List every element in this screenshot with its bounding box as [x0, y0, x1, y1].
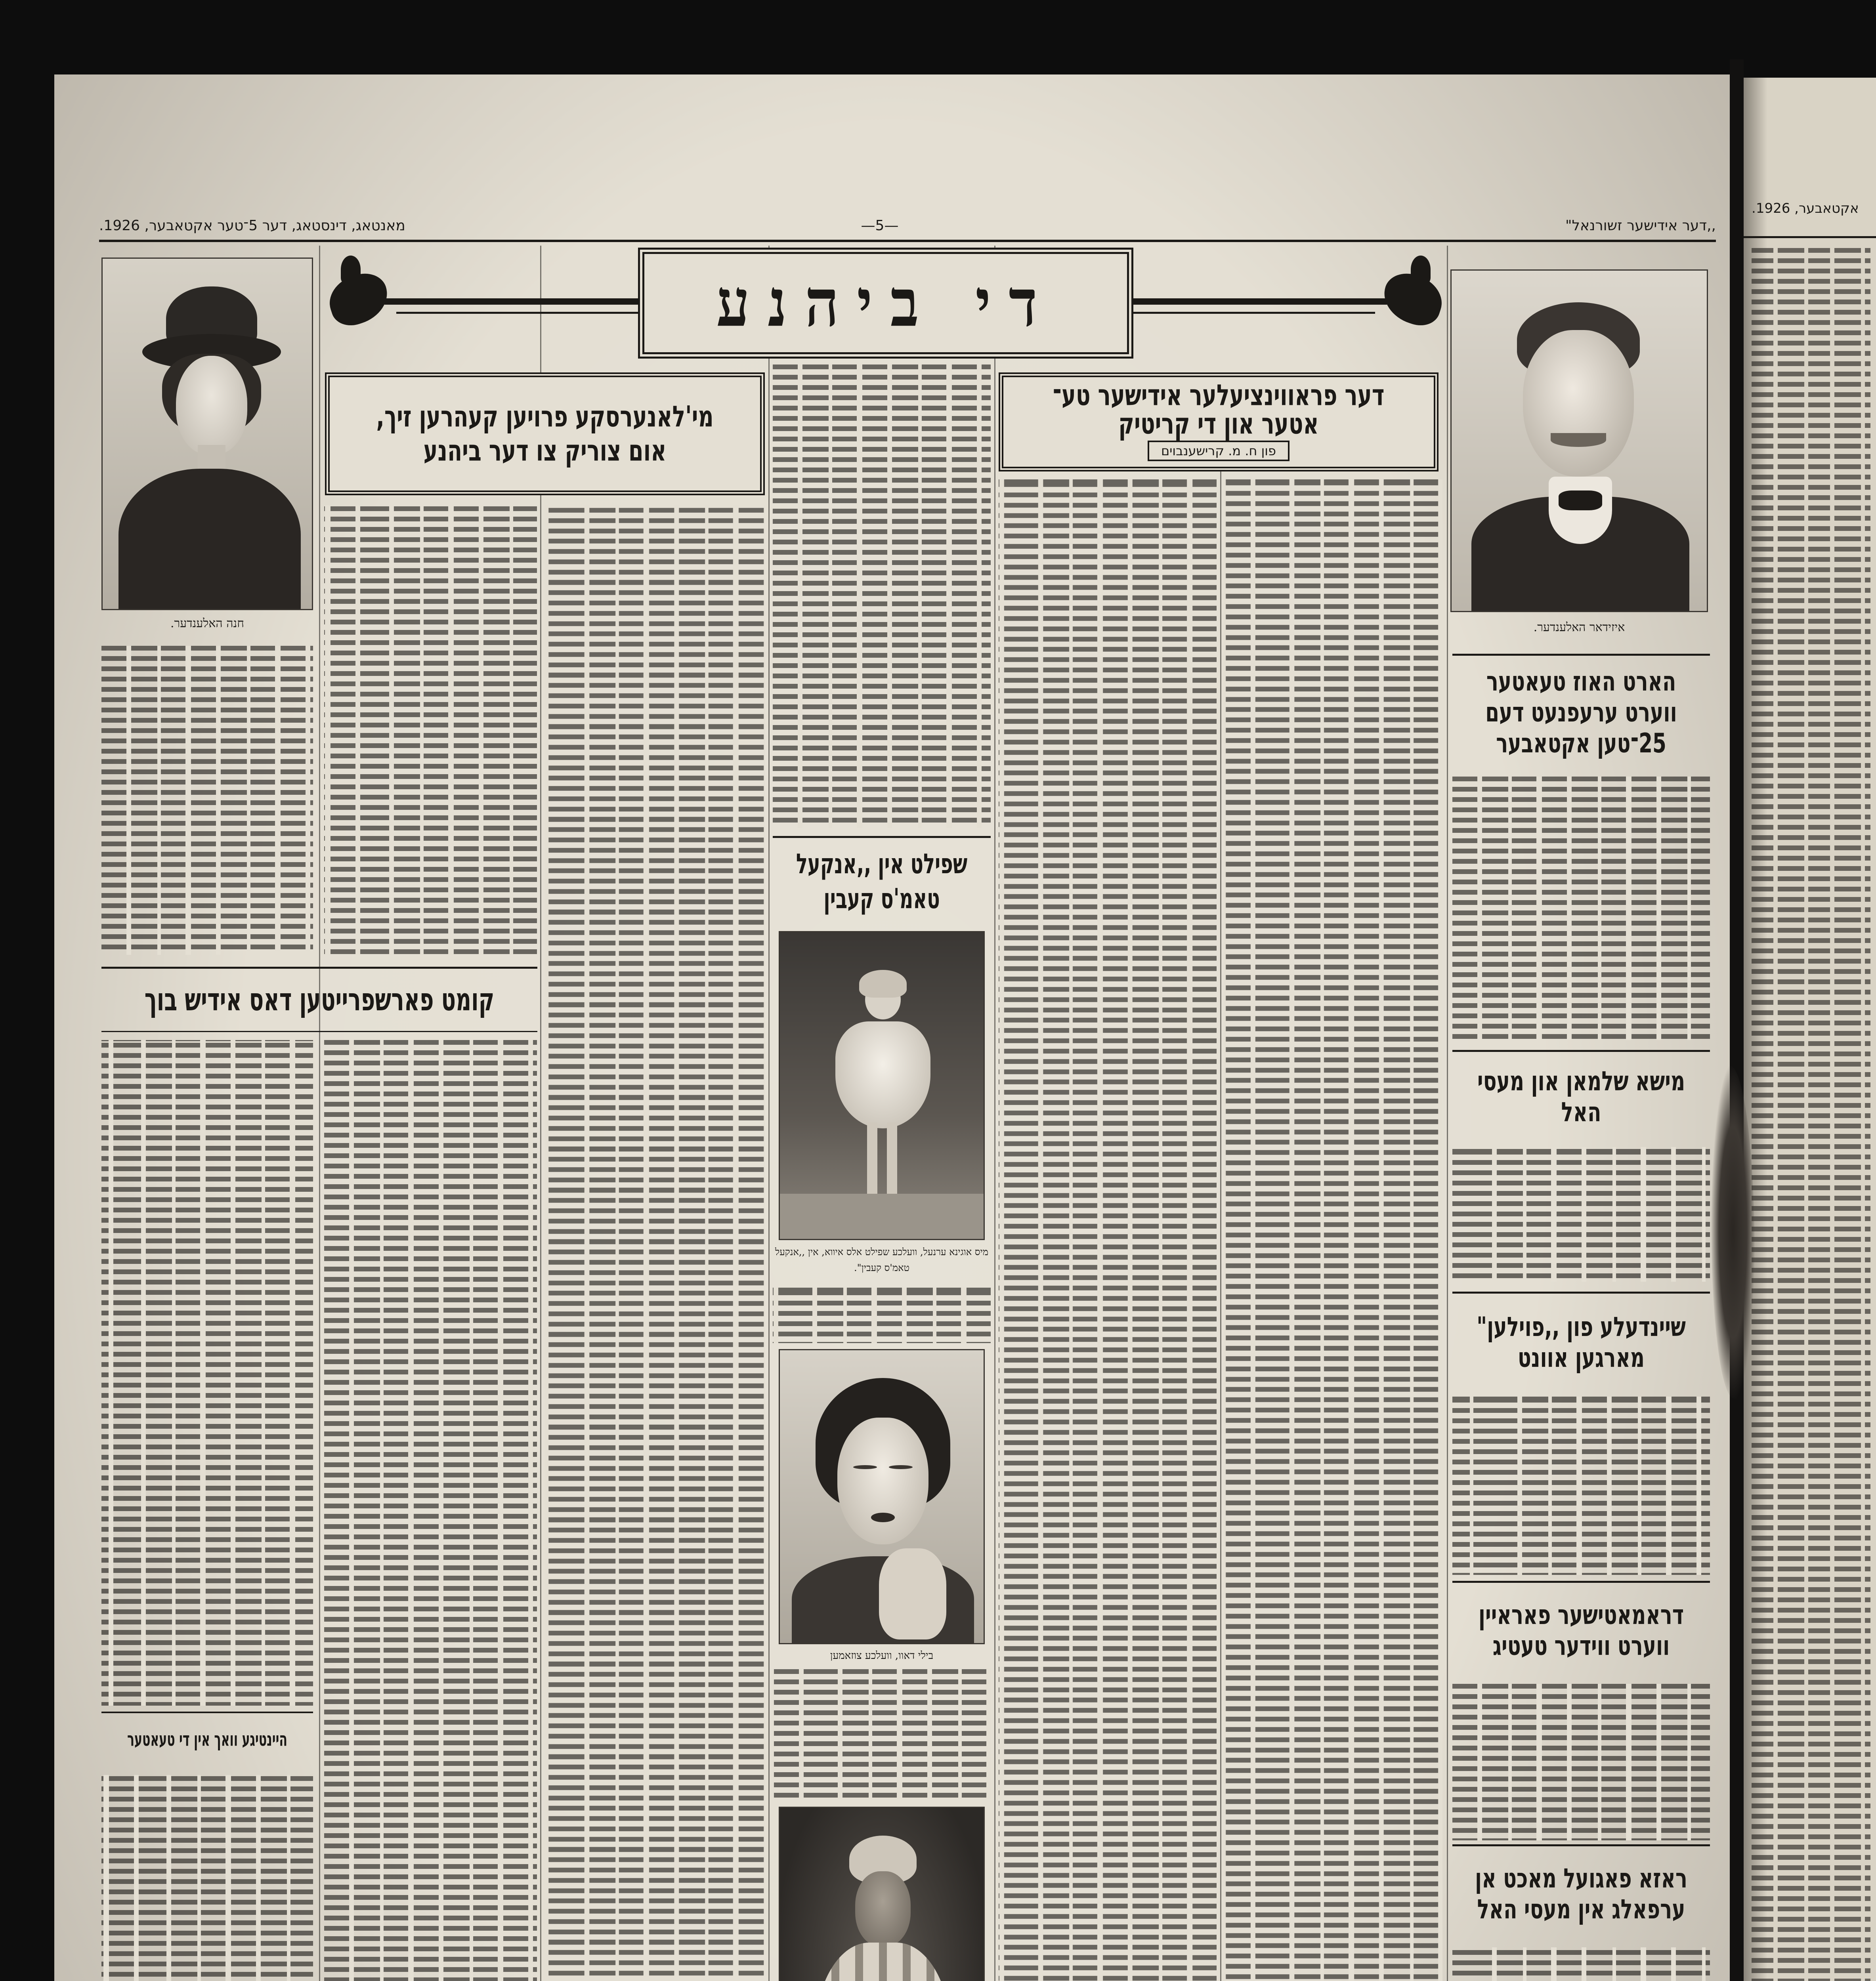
headline-shaindele — [1452, 1292, 1710, 1391]
headline-line: שיינדעלע פון ,,פוילען" — [1477, 1311, 1686, 1342]
column-rule — [768, 246, 770, 1981]
hair-shape — [859, 970, 907, 998]
header-rule — [99, 240, 1716, 242]
face-shape — [176, 356, 247, 455]
face-shape — [855, 1871, 911, 1947]
ornament-line-right — [1129, 298, 1387, 305]
lamp-ornament-left-flame — [341, 256, 361, 283]
page-gutter — [1730, 59, 1744, 1981]
article-text-column — [545, 505, 765, 1981]
headline-this-week — [101, 1712, 313, 1767]
lips-shape — [871, 1513, 895, 1522]
photo-caption: בילי דאוו, וועלכע צוזאמען — [830, 1650, 934, 1662]
article-text-column — [999, 479, 1217, 1981]
article-text-column — [101, 1040, 313, 1706]
article-text-column — [324, 505, 537, 955]
smile-shape — [1551, 433, 1606, 447]
headline-line: ווערט ווידער טעטיג — [1492, 1630, 1670, 1662]
headline-line: 25־טען אקטאבער — [1496, 727, 1666, 759]
article-text-column — [101, 1775, 313, 1981]
headline-misha — [1452, 1050, 1710, 1141]
headline-hart-house — [1452, 654, 1710, 769]
column-rule — [1220, 471, 1221, 1981]
column-rule — [319, 246, 320, 1981]
headline-line: דער פראווינציעלער אידישער טע־ — [1053, 378, 1385, 412]
photo-woman-portrait — [779, 1349, 985, 1644]
headline-yiddish-book — [101, 967, 537, 1032]
face-shape — [837, 1418, 928, 1544]
headline-line: ערפאלג אין מעסי האל — [1477, 1893, 1685, 1925]
headline-line: אטער און די קריטיק — [1118, 407, 1319, 441]
headline-line: טאמ'ס קעבין — [823, 883, 940, 915]
adjacent-page-date-line: אקטאבער, 1926. — [1752, 200, 1859, 216]
headline-line: ווערט ערעפנעט דעם — [1485, 697, 1677, 728]
portrait-photo-right — [1450, 269, 1708, 612]
robe-shape — [816, 1943, 950, 1981]
photo-man-in-costume — [779, 1807, 985, 1981]
headline-line: מארגען אוונט — [1517, 1342, 1645, 1373]
article-text-column — [1452, 1684, 1710, 1840]
leg-shape — [887, 1122, 897, 1202]
newspaper-name: ,,דער אידישער זשורנאל" — [1565, 218, 1716, 234]
article-text-column — [1452, 1397, 1710, 1575]
leg-shape — [867, 1122, 877, 1202]
column-rule — [1447, 246, 1448, 1981]
column-rule — [994, 246, 995, 1981]
face-shape — [1523, 330, 1634, 477]
ornament-line-left-thin — [396, 312, 642, 314]
headline-dramatic-society — [1452, 1581, 1710, 1678]
shirt-collar-shape — [1549, 477, 1612, 544]
lamp-ornament-right-flame — [1411, 256, 1431, 283]
headline-milaner — [325, 372, 765, 495]
photo-caption: מיס אוגינא ערנעל, וועלכע שפילט אלס איווא, אין ,,אנקעל טאמ'ס קעבין". — [775, 1246, 988, 1273]
headline-line: אום צוריק צו דער ביהנע — [423, 433, 667, 468]
section-banner — [325, 248, 1446, 359]
photo-girl-in-dress — [779, 931, 985, 1240]
date-line: מאנטאג, דינסטאג, דער 5־טער אקטאבער, 1926. — [99, 218, 405, 234]
article-text-column — [773, 365, 991, 828]
headline-line: מישא שלמאן און מעסי — [1477, 1065, 1685, 1097]
eye-shape — [853, 1465, 877, 1469]
ornament-line-right-thin — [1129, 312, 1375, 314]
dress-shape — [835, 1021, 930, 1128]
ornament-line-left — [384, 298, 642, 305]
headline-line: היינטיגע וואך אין די טעאטער — [127, 1729, 288, 1751]
page-number: —5— — [861, 218, 899, 234]
adjacent-page-edge — [1744, 78, 1876, 1981]
hand-shape — [879, 1548, 946, 1639]
headline-line: מי'לאנערסקע פרויען קעהרען זיך, — [376, 399, 714, 433]
adjacent-page-header-rule — [1744, 236, 1876, 238]
portrait-photo-left — [101, 258, 313, 610]
article-text-column — [324, 1040, 537, 1981]
article-text-column — [773, 1668, 991, 1799]
coat-shape — [118, 469, 301, 610]
portrait-caption-left: חנה האלענדער. — [170, 616, 244, 630]
floor-shape — [780, 1194, 985, 1240]
column-rule — [540, 246, 541, 1981]
headline-line: ראזא פאגועל מאכט אן — [1475, 1863, 1687, 1894]
headline-uncle-tom — [773, 836, 991, 925]
headline-line: קומט פארשפרייטען דאס אידיש בוך — [144, 981, 495, 1018]
article-text-column — [1452, 777, 1710, 1040]
article-text-column — [1225, 479, 1442, 1981]
headline-provincial-theatre — [999, 372, 1439, 471]
byline: פון ח. מ. קרישענבוים — [1148, 441, 1290, 461]
eye-shape — [889, 1465, 913, 1469]
headline-line: הארט האוז טעאטער — [1486, 666, 1676, 697]
section-title: די ביהנע — [716, 265, 1055, 342]
article-text-column — [1452, 1147, 1710, 1282]
bow-tie-icon — [1559, 490, 1602, 510]
article-text-column — [101, 646, 313, 955]
article-text-column — [1452, 1947, 1710, 1981]
banner-title-box — [638, 248, 1133, 359]
headline-line: שפילט אין ,,אנקעל — [796, 848, 968, 880]
adjacent-page-text — [1752, 248, 1870, 1981]
article-text-column — [773, 1288, 991, 1343]
headline-roza — [1452, 1844, 1710, 1941]
headline-line: דראמאטישער פאראיין — [1478, 1599, 1684, 1631]
headline-line: האל — [1561, 1096, 1601, 1128]
portrait-caption-right: איזידאר האלענדער. — [1533, 620, 1625, 634]
